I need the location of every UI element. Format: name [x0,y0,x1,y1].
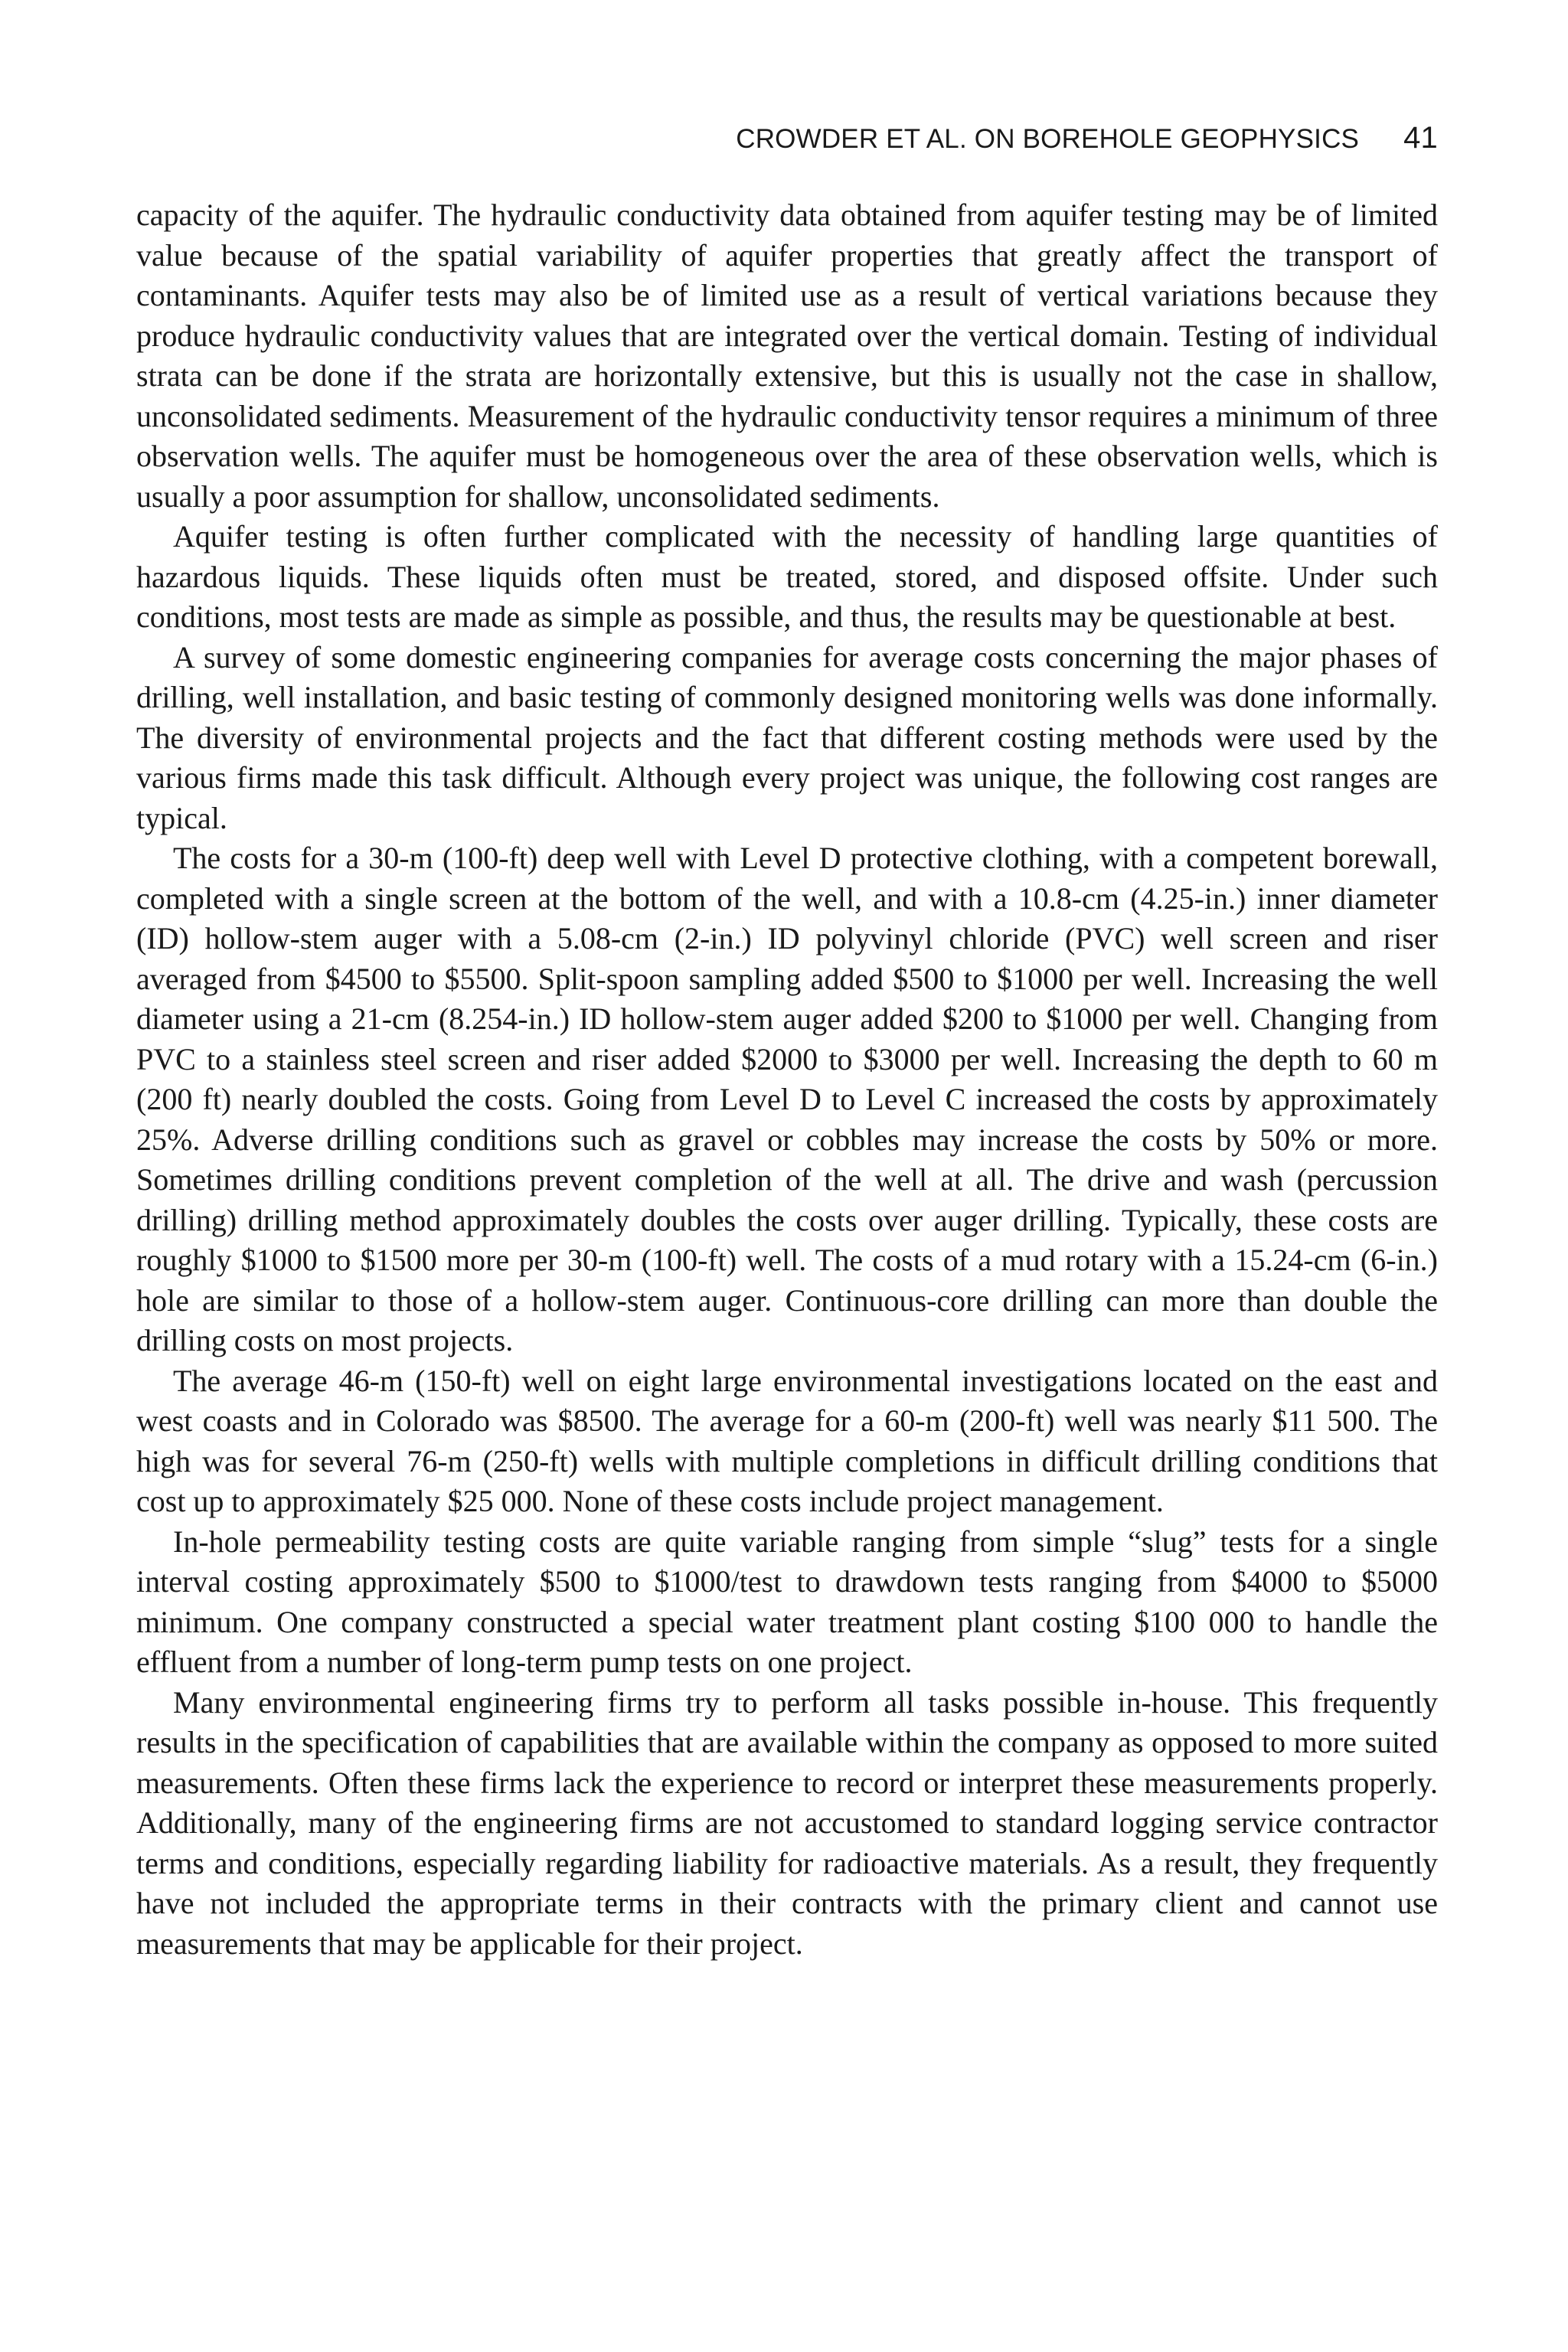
paragraph-continuation: capacity of the aquifer. The hydraulic conductivity data obtained from aquifer testing may be of limited value because of the spatial variability of aquifer properties that greatly affect the transport of contaminants. Aquifer tests may also be of limited use as a result of vertical variations because they produce hydraulic conductivity values that are integrated over the vertical domain. Testing of individual strata can be done if the strata are horizontally extensive, but this is usually not the case in shallow, unconsolidated sediments. Measurement of the hydraulic conductivity tensor requires a minimum of three observation wells. The aquifer must be homogeneous over the area of these observation wells, which is usually a poor assumption for shallow, unconsolidated sediments. [136,198,1438,514]
document-page [136,121,1438,1964]
page-header [136,121,1438,155]
paragraph: Many environmental engineering firms try to perform all tasks possible in-house. This frequently results in the specification of capabilities that are available within the company as opposed to more suited measurements. Often these firms lack the experience to record or interpret these measurements properly. Additionally, many of the engineering firms are not accustomed to standard logging service contractor terms and conditions, especially regarding liability for radioactive materials. As a result, they frequently have not included the appropriate terms in their contracts with the primary client and cannot use measurements that may be applicable for their project. [136,1684,1438,1961]
page-number: 41 [1403,121,1438,155]
running-head: CROWDER ET AL. ON BOREHOLE GEOPHYSICS [736,124,1360,154]
paragraph: A survey of some domestic engineering companies for average costs concerning the major phases of drilling, well installation, and basic testing of commonly designed monitoring wells was done informally. The diversity of environmental projects and the fact that different costing methods were used by the various firms made this task difficult. Although every project was unique, the following cost ranges are typical. [136,639,1438,835]
body-text [136,195,1438,1964]
paragraph: Aquifer testing is often further complicated with the necessity of handling large quantities of hazardous liquids. These liquids often must be treated, stored, and disposed offsite. Under such conditions, most tests are made as simple as possible, and thus, the results may be questionable at best. [136,519,1438,634]
paragraph: In-hole permeability testing costs are quite variable ranging from simple “slug” tests for a single interval costing approximately $500 to $1000/test to drawdown tests ranging from $4000 to $5000 minimum. One company constructed a special water treatment plant costing $100 000 to handle the effluent from a number of long-term pump tests on one project. [136,1524,1438,1679]
paragraph: The costs for a 30-m (100-ft) deep well with Level D protective clothing, with a competent borewall, completed with a single screen at the bottom of the well, and with a 10.8-cm (4.25-in.) inner diameter (ID) hollow-stem auger with a 5.08-cm (2-in.) ID polyvinyl chloride (PVC) well screen and riser averaged from $4500 to $5500. Split-spoon sampling added $500 to $1000 per well. Increasing the well diameter using a 21-cm (8.254-in.) ID hollow-stem auger added $200 to $1000 per well. Changing from PVC to a stainless steel screen and riser added $2000 to $3000 per well. Increasing the depth to 60 m (200 ft) nearly doubled the costs. Going from Level D to Level C increased the costs by approximately 25%. Adverse drilling conditions such as gravel or cobbles may increase the costs by 50% or more. Sometimes drilling conditions prevent completion of the well at all. The drive and wash (percussion drilling) drilling method approximately doubles the costs over auger drilling. Typically, these costs are roughly $1000 to $1500 more per 30-m (100-ft) well. The costs of a mud rotary with a 15.24-cm (6-in.) hole are similar to those of a hollow-stem auger. Continuous-core drilling can more than double the drilling costs on most projects. [136,841,1438,1357]
paragraph: The average 46-m (150-ft) well on eight large environmental investigations located on the east and west coasts and in Colorado was $8500. The average for a 60-m (200-ft) well was nearly $11 500. The high was for several 76-m (250-ft) wells with multiple completions in difficult drilling conditions that cost up to approximately $25 000. None of these costs include project management. [136,1363,1438,1518]
